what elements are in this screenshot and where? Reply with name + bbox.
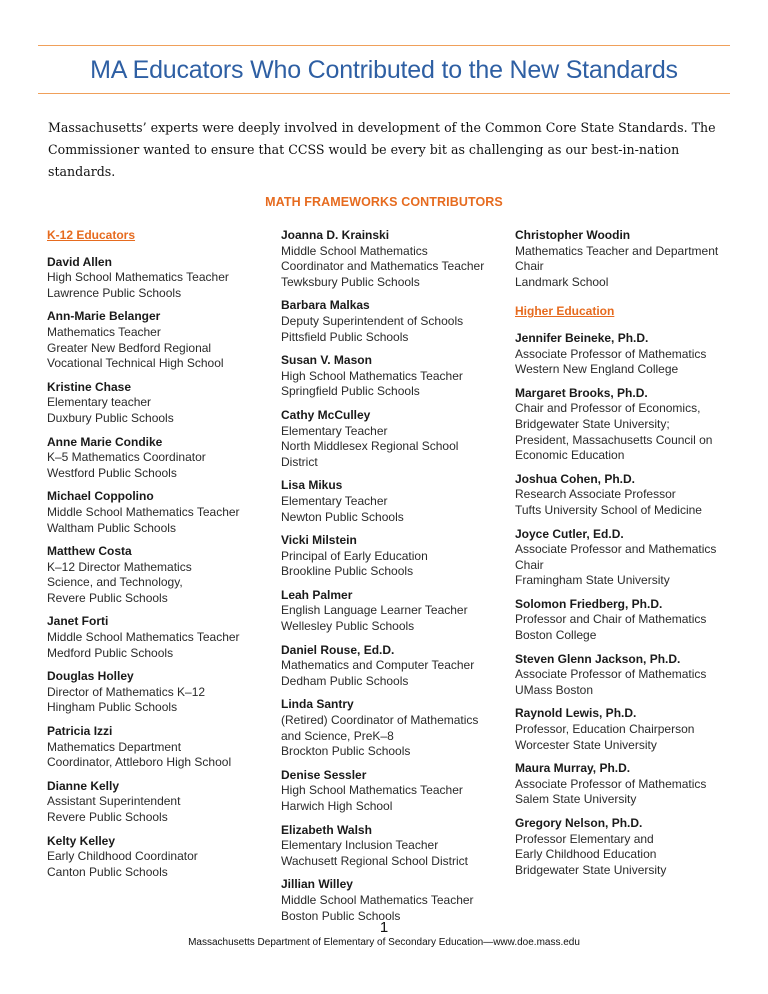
contributor-detail: Elementary teacher <box>47 395 152 410</box>
contributor-list-higher-ed <box>515 331 735 878</box>
contributor-entry <box>47 489 247 536</box>
contributor-detail: Worcester State University <box>515 737 657 752</box>
contributor-detail: Revere Public Schools <box>47 810 168 824</box>
contributor-detail: Tufts University School of Medicine <box>515 502 702 517</box>
contributor-detail: K–5 Mathematics Coordinator <box>47 450 206 465</box>
contributor-entry <box>281 533 491 580</box>
top-rule <box>38 45 730 46</box>
contributor-entry <box>515 386 735 464</box>
contributor-detail: Waltham Public Schools <box>47 520 176 535</box>
contributor-detail: Westford Public Schools <box>47 465 177 480</box>
contributor-detail: High School Mathematics Teacher <box>281 368 463 383</box>
contributor-entry <box>281 643 491 690</box>
footer: Massachusetts Department of Elementary of Secondary Education—www.doe.mass.edu <box>188 937 580 948</box>
contributor-entry <box>515 331 735 378</box>
contributor-detail: Associate Professor of Mathematics <box>515 667 707 682</box>
contributor-entry <box>47 309 247 371</box>
contributor-detail: Salem State University <box>515 792 637 807</box>
intro-paragraph: Massachusetts’ experts were deeply involved in development of the Common Core State Standards. The Commissioner wanted to ensure that CCSS would be every bit as challenging as our best-in-nation standards. <box>48 120 716 179</box>
contributor-name: Vicki Milstein <box>281 533 357 548</box>
contributor-detail: Associate Professor and Mathematics <box>515 542 717 557</box>
contributor-entry <box>515 816 735 878</box>
contributor-detail: Tewksbury Public Schools <box>281 274 420 289</box>
contributor-name: Patricia Izzi <box>47 724 113 739</box>
column-2 <box>281 228 491 932</box>
page-number: 1 <box>379 919 389 936</box>
contributor-detail: and Science, PreK–8 <box>281 728 394 743</box>
contributor-detail: Science, and Technology, <box>47 575 183 590</box>
contributor-detail: Duxbury Public Schools <box>47 410 174 425</box>
contributor-detail: Deputy Superintendent of Schools <box>281 313 464 328</box>
contributor-list-3 <box>515 228 735 290</box>
contributor-detail: Coordinator and Mathematics Teacher <box>281 259 485 274</box>
contributor-detail: K–12 Director Mathematics <box>47 559 192 574</box>
contributor-entry <box>281 228 491 290</box>
contributor-entry <box>515 228 735 290</box>
contributor-detail: Hingham Public Schools <box>47 700 178 715</box>
contributor-entry <box>47 834 247 881</box>
contributor-entry <box>515 652 735 699</box>
contributor-name: Janet Forti <box>47 614 109 629</box>
contributor-name: Douglas Holley <box>47 669 134 684</box>
contributor-detail: Vocational Technical High School <box>47 356 224 371</box>
contributor-detail: Coordinator, Attleboro High School <box>47 755 232 770</box>
contributor-detail: Early Childhood Coordinator <box>47 849 198 864</box>
contributor-detail: (Retired) Coordinator of Mathematics <box>281 713 479 728</box>
contributor-name: Elizabeth Walsh <box>281 822 372 837</box>
contributor-entry <box>515 597 735 644</box>
contributor-name: Jillian Willey <box>281 877 353 892</box>
contributor-entry <box>47 255 247 302</box>
contributor-detail: Economic Education <box>515 448 625 463</box>
title-rule <box>38 93 730 94</box>
contributor-detail: Harwich High School <box>281 799 393 813</box>
contributor-entry <box>281 353 491 400</box>
contributor-entry <box>515 761 735 808</box>
contributor-name: Leah Palmer <box>281 587 353 602</box>
contributor-detail: Mathematics Department <box>47 739 182 754</box>
contributor-name: Maura Murray, Ph.D. <box>515 761 631 776</box>
contributor-detail: High School Mathematics Teacher <box>47 270 229 285</box>
contributor-detail: Revere Public Schools <box>47 590 168 605</box>
contributor-entry <box>47 724 247 771</box>
contributor-entry <box>47 380 247 427</box>
contributor-detail: Chair <box>515 557 544 572</box>
contributor-entry <box>47 779 247 826</box>
contributor-name: Gregory Nelson, Ph.D. <box>515 816 643 830</box>
contributor-entry <box>281 768 491 815</box>
contributor-detail: Western New England College <box>515 362 679 377</box>
contributor-detail: Brockton Public Schools <box>281 744 411 759</box>
contributor-entry <box>47 435 247 482</box>
contributor-name: Kristine Chase <box>47 379 132 394</box>
contributor-detail: Research Associate Professor <box>515 487 676 502</box>
contributor-detail: Brookline Public Schools <box>281 564 414 579</box>
contributor-detail: Elementary Inclusion Teacher <box>281 838 439 853</box>
contributor-detail: Middle School Mathematics Teacher <box>47 630 240 645</box>
group-heading-k12: K-12 Educators <box>47 228 136 242</box>
contributor-detail: President, Massachusetts Council on <box>515 432 713 447</box>
contributor-name: Michael Coppolino <box>47 489 154 504</box>
contributor-name: Margaret Brooks, Ph.D. <box>515 385 648 400</box>
contributor-entry <box>515 706 735 753</box>
contributor-detail: Professor, Education Chairperson <box>515 722 695 737</box>
contributor-detail: Mathematics and Computer Teacher <box>281 658 475 673</box>
contributor-detail: Middle School Mathematics Teacher <box>281 892 474 907</box>
contributor-entry <box>515 527 735 589</box>
contributor-detail: Associate Professor of Mathematics <box>515 346 707 361</box>
contributor-detail: Wellesley Public Schools <box>281 619 415 634</box>
page-title: MA Educators Who Contributed to the New Standards <box>90 56 678 84</box>
contributor-name: Ann-Marie Belanger <box>47 309 161 324</box>
contributor-name: Kelty Kelley <box>47 833 116 848</box>
contributor-detail: Elementary Teacher <box>281 423 388 438</box>
contributor-detail: Boston College <box>515 628 597 643</box>
contributor-detail: Wachusett Regional School District <box>281 853 468 868</box>
contributor-detail: Pittsfield Public Schools <box>281 329 409 344</box>
contributor-detail: North Middlesex Regional School District <box>281 439 459 469</box>
contributor-name: Joanna D. Krainski <box>281 228 390 242</box>
contributor-detail: Lawrence Public Schools <box>47 285 182 300</box>
group-heading-higher-ed: Higher Education <box>515 304 615 319</box>
contributor-entry <box>281 588 491 635</box>
contributor-detail: Mathematics Teacher and Department <box>515 243 719 258</box>
contributor-detail: Principal of Early Education <box>281 548 428 563</box>
contributor-name: Daniel Rouse, Ed.D. <box>281 642 395 657</box>
contributor-detail: UMass Boston <box>515 682 594 697</box>
contributor-detail: Greater New Bedford Regional <box>47 340 212 355</box>
contributor-detail: Director of Mathematics K–12 <box>47 684 206 699</box>
contributor-entry <box>47 669 247 716</box>
contributor-name: Joshua Cohen, Ph.D. <box>515 471 636 486</box>
contributor-name: Lisa Mikus <box>281 478 343 493</box>
contributor-entry <box>47 614 247 661</box>
contributor-name: Anne Marie Condike <box>47 434 163 449</box>
contributor-detail: Canton Public Schools <box>47 864 168 879</box>
contributor-detail: English Language Learner Teacher <box>281 603 468 618</box>
contributor-name: Matthew Costa <box>47 544 132 559</box>
contributor-entry <box>281 478 491 525</box>
contributor-entry <box>281 408 491 470</box>
contributor-detail: Middle School Mathematics <box>281 243 428 258</box>
contributor-detail: Elementary Teacher <box>281 493 388 508</box>
section-heading: MATH FRAMEWORKS CONTRIBUTORS <box>265 195 503 209</box>
contributor-entry <box>281 298 491 345</box>
contributor-name: Cathy McCulley <box>281 407 371 422</box>
contributor-name: Linda Santry <box>281 697 354 712</box>
contributor-name: Joyce Cutler, Ed.D. <box>515 526 624 541</box>
contributor-detail: Boston Public Schools <box>281 908 401 923</box>
contributor-name: Denise Sessler <box>281 767 367 782</box>
contributor-detail: Professor Elementary and <box>515 831 654 846</box>
contributor-detail: Landmark School <box>515 274 609 289</box>
contributor-name: Barbara Malkas <box>281 298 370 313</box>
contributor-name: David Allen <box>47 254 112 269</box>
contributor-name: Dianne Kelly <box>47 778 120 793</box>
contributor-entry <box>281 697 491 759</box>
contributor-detail: Early Childhood Education <box>515 847 657 862</box>
contributor-name: Susan V. Mason <box>281 353 372 368</box>
contributor-detail: Chair <box>515 259 544 274</box>
contributor-detail: Assistant Superintendent <box>47 794 181 809</box>
contributor-list-2 <box>281 228 491 924</box>
contributor-detail: Dedham Public Schools <box>281 673 409 688</box>
contributor-entry <box>515 472 735 519</box>
column-3 <box>515 228 735 886</box>
contributor-entry <box>47 544 247 606</box>
contributor-detail: Framingham State University <box>515 573 670 588</box>
contributor-detail: Newton Public Schools <box>281 509 404 524</box>
contributor-name: Jennifer Beineke, Ph.D. <box>515 330 649 345</box>
contributor-entry <box>281 877 491 924</box>
contributor-detail: Middle School Mathematics Teacher <box>47 504 240 519</box>
contributor-name: Solomon Friedberg, Ph.D. <box>515 596 663 611</box>
contributor-detail: High School Mathematics Teacher <box>281 783 463 798</box>
contributor-name: Steven Glenn Jackson, Ph.D. <box>515 651 681 666</box>
column-1 <box>47 228 247 888</box>
contributor-detail: Mathematics Teacher <box>47 324 161 339</box>
contributor-detail: Medford Public Schools <box>47 645 174 660</box>
contributor-detail: Bridgewater State University <box>515 862 667 877</box>
contributor-name: Christopher Woodin <box>515 228 631 242</box>
contributor-list-1 <box>47 255 247 881</box>
contributor-name: Raynold Lewis, Ph.D. <box>515 706 637 721</box>
contributor-detail: Springfield Public Schools <box>281 384 420 399</box>
contributor-detail: Bridgewater State University; <box>515 416 670 431</box>
contributor-detail: Professor and Chair of Mathematics <box>515 612 707 627</box>
contributor-detail: Chair and Professor of Economics, <box>515 401 701 416</box>
contributor-detail: Associate Professor of Mathematics <box>515 776 707 791</box>
contributor-entry <box>281 823 491 870</box>
